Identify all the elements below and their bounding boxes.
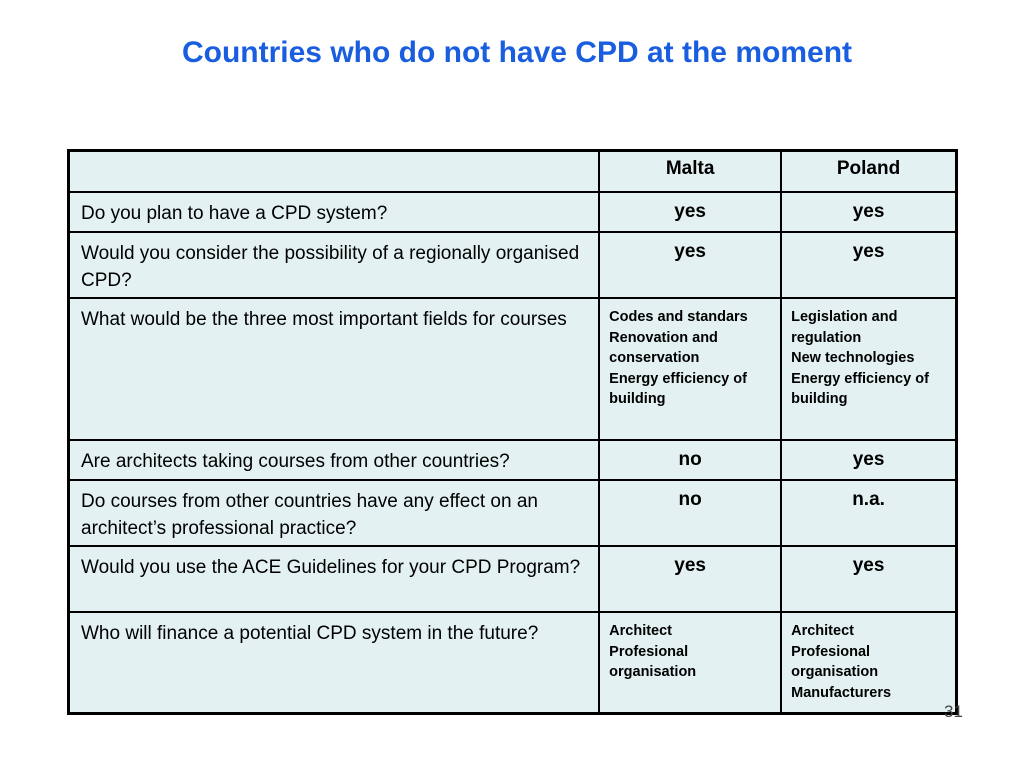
cpd-table [67,149,958,715]
header-question-cell [69,151,600,193]
table-row [69,480,957,546]
malta-answer: yes [599,546,781,612]
table-row [69,232,957,298]
poland-answer [781,298,956,440]
malta-answer: no [599,480,781,546]
question-cell: What would be the three most important fields for courses [69,298,600,440]
poland-answer: yes [781,440,956,480]
slide-title: Countries who do not have CPD at the moment [181,36,853,69]
header-malta: Malta [599,151,781,193]
table-row [69,298,957,440]
table-header-row [69,151,957,193]
poland-answer [781,612,956,714]
poland-answer: n.a. [781,480,956,546]
poland-answer: yes [781,192,956,232]
answer-line: New technologies [791,350,915,366]
malta-answer: yes [599,232,781,298]
answer-line: Energy efficiency of building [791,370,929,407]
question-cell: Would you use the ACE Guidelines for your CPD Program? [69,546,600,612]
table-row [69,440,957,480]
malta-answer [599,298,781,440]
poland-answer: yes [781,232,956,298]
answer-line: Manufacturers [791,684,892,701]
question-cell: Do courses from other countries have any effect on an architect’s professional practice? [69,480,600,546]
question-cell: Do you plan to have a CPD system? [69,192,600,232]
answer-line: Profesional organisation [609,643,697,680]
malta-answer [599,612,781,714]
page-number: 31 [944,702,963,721]
malta-answer: no [599,440,781,480]
answer-line: Profesional organisation [791,643,879,680]
header-poland: Poland [781,151,956,193]
answer-line: Architect [791,623,854,639]
table-row [69,546,957,612]
answer-line: Architect [609,623,673,639]
table-row [69,192,957,232]
question-cell: Are architects taking courses from other countries? [69,440,600,480]
malta-answer: yes [599,192,781,232]
table-row [69,612,957,714]
question-cell: Would you consider the possibility of a regionally organised CPD? [69,232,600,298]
answer-line: Legislation and regulation [791,309,898,346]
answer-line: Renovation and conservation [609,329,718,366]
answer-line: Codes and standars [609,309,748,325]
question-cell: Who will finance a potential CPD system in the future? [69,612,600,714]
poland-answer: yes [781,546,956,612]
answer-line: Energy efficiency of building [609,370,747,407]
